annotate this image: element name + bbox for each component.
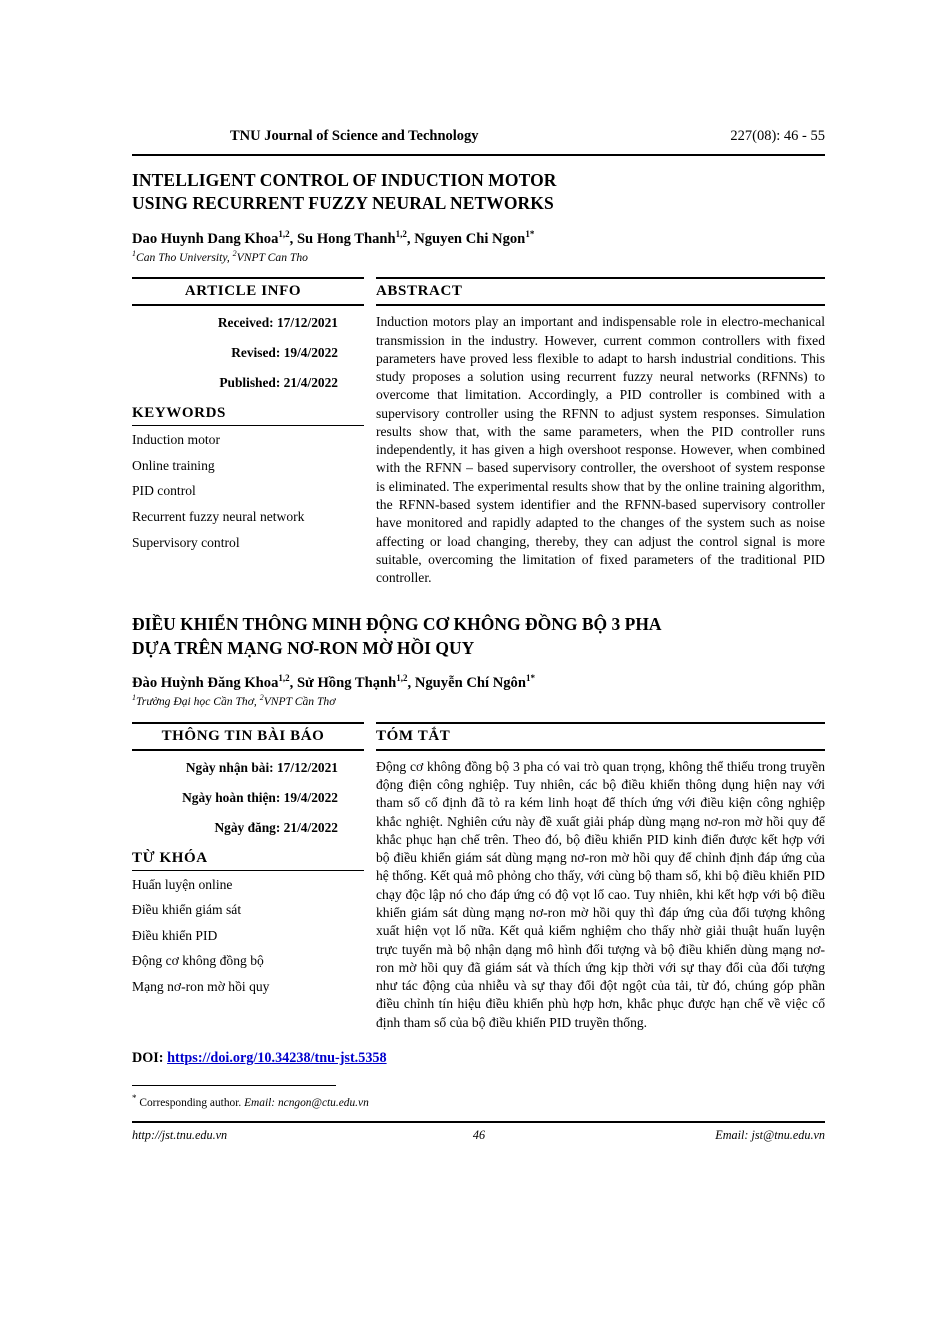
keyword-item: PID control bbox=[132, 483, 196, 499]
title-vietnamese-line1: ĐIỀU KHIỂN THÔNG MINH ĐỘNG CƠ KHÔNG ĐỒNG BỘ 3 PHA bbox=[132, 614, 662, 635]
author-3-affil-marker: 1* bbox=[525, 228, 535, 239]
table-body-row-vi bbox=[132, 751, 825, 1032]
issue-pages: 227(08): 46 - 55 bbox=[730, 128, 825, 144]
affiliation-1-vi: Trường Đại học Cần Thơ, bbox=[136, 695, 260, 709]
footnote-email: Email: ncngon@ctu.edu.vn bbox=[244, 1096, 369, 1109]
footer-email[interactable]: Email: jst@tnu.edu.vn bbox=[715, 1127, 825, 1142]
date-revised-vi: Ngày hoàn thiện: 19/4/2022 bbox=[182, 789, 338, 805]
date-received: Received: 17/12/2021 bbox=[217, 315, 338, 331]
keyword-item: Online training bbox=[132, 457, 215, 473]
author-2-name: , Su Hong Thanh bbox=[289, 230, 396, 247]
author-1-affil-marker: 1,2 bbox=[278, 228, 290, 239]
keyword-item-vi: Huấn luyện online bbox=[132, 876, 233, 892]
author-2-affil-marker-vi: 1,2 bbox=[396, 672, 408, 683]
author-1-name: Dao Huynh Dang Khoa bbox=[132, 230, 279, 247]
date-revised: Revised: 19/4/2022 bbox=[231, 345, 338, 361]
header-rule bbox=[132, 154, 825, 156]
date-published-vi: Ngày đăng: 21/4/2022 bbox=[214, 819, 338, 835]
author-3-name-vi: , Nguyễn Chí Ngôn bbox=[407, 674, 526, 691]
page-title-english bbox=[132, 169, 825, 216]
footnote-marker: * bbox=[132, 1092, 137, 1103]
affiliation-vietnamese bbox=[132, 693, 825, 709]
page-footer bbox=[132, 1128, 825, 1148]
article-info-table-vietnamese bbox=[132, 722, 825, 1032]
affiliation-1: Can Tho University, bbox=[136, 250, 233, 264]
page-title-vietnamese bbox=[132, 613, 825, 660]
running-head bbox=[132, 128, 825, 154]
abstract-header: ABSTRACT bbox=[376, 283, 463, 300]
article-info-header-vi: THÔNG TIN BÀI BÁO bbox=[161, 727, 325, 744]
publication-dates bbox=[132, 306, 354, 391]
date-published: Published: 21/4/2022 bbox=[219, 375, 338, 391]
footnote bbox=[132, 1093, 825, 1109]
author-1-name-vi: Đào Huỳnh Đăng Khoa bbox=[132, 674, 279, 691]
keyword-item-vi: Mạng nơ-ron mờ hồi quy bbox=[132, 979, 270, 995]
keyword-item-vi: Động cơ không đồng bộ bbox=[132, 953, 264, 969]
keyword-item: Induction motor bbox=[132, 432, 220, 448]
footnote-text: Corresponding author. bbox=[139, 1096, 242, 1109]
article-info-table-english bbox=[132, 277, 825, 587]
table-header-row bbox=[132, 279, 825, 304]
footer-website[interactable]: http://jst.tnu.edu.vn bbox=[132, 1127, 228, 1142]
author-2-affil-marker: 1,2 bbox=[395, 228, 407, 239]
page-number: 46 bbox=[472, 1127, 486, 1142]
keyword-item-vi: Điều khiển giám sát bbox=[132, 902, 242, 918]
affiliation-2: VNPT Can Tho bbox=[236, 250, 308, 264]
date-received-vi: Ngày nhận bài: 17/12/2021 bbox=[185, 759, 338, 775]
doi-line bbox=[132, 1050, 825, 1067]
footnote-rule bbox=[132, 1085, 336, 1086]
keyword-item: Recurrent fuzzy neural network bbox=[132, 509, 305, 525]
title-english-line1: INTELLIGENT CONTROL OF INDUCTION MOTOR bbox=[132, 170, 557, 190]
table-header-row-vi bbox=[132, 724, 825, 749]
author-3-name: , Nguyen Chi Ngon bbox=[406, 230, 526, 247]
authors-vietnamese bbox=[132, 673, 825, 692]
journal-name: TNU Journal of Science and Technology bbox=[230, 128, 479, 144]
abstract-text-english: Induction motors play an important and indispensable role in electro-mechanical transmission in the industry. However, current common controllers with fixed parameters have proved less flexible to adapt to harsh industrial conditions. This study proposes a solution using recurrent fuzzy neural networks (RFNNs) to overcome that limitation. Accordingly, a PID controller is combined with a supervisory controller using the RFNN to adjust system responses. Simulation results show that, with the same parameters, when the PID controller runs independently, it has given a high overshoot response. However, when combined with the RFNN – based supervisory controller, the overshoot of system response is eliminated. The experimental results show that by the online training algorithm, the RFNN-based system identifier and the RFNN-based supervisory controller have monitored and rapidly adapted to the changes of the system such as noise affecting or load changing, thereby, they can adjust the control signal is more suitable, overcoming the limitation of fixed parameters of the traditional PID controller. bbox=[376, 314, 825, 586]
title-english-line2: USING RECURRENT FUZZY NEURAL NETWORKS bbox=[132, 193, 554, 214]
keywords-header: KEYWORDS bbox=[132, 405, 226, 422]
abstract-header-vi: TÓM TẮT bbox=[376, 727, 451, 744]
doi-link[interactable]: https://doi.org/10.34238/tnu-jst.5358 bbox=[167, 1049, 387, 1066]
affiliation-marker-1-vi: 1 bbox=[132, 693, 136, 703]
keywords-list-vi bbox=[132, 871, 354, 994]
affiliation-marker-1: 1 bbox=[132, 248, 136, 258]
affiliation-marker-2: 2 bbox=[232, 248, 237, 258]
title-vietnamese-line2: DỰA TRÊN MẠNG NƠ-RON MỜ HỒI QUY bbox=[132, 637, 475, 658]
affiliation-marker-2-vi: 2 bbox=[259, 693, 264, 703]
doi-label: DOI: bbox=[132, 1049, 164, 1066]
publication-dates-vi bbox=[132, 751, 354, 836]
keyword-item: Supervisory control bbox=[132, 534, 240, 550]
keywords-list bbox=[132, 426, 354, 549]
author-3-affil-marker-vi: 1* bbox=[525, 672, 535, 683]
author-1-affil-marker-vi: 1,2 bbox=[278, 672, 290, 683]
footer-rule bbox=[132, 1121, 825, 1123]
affiliation-english bbox=[132, 249, 825, 265]
document-page bbox=[132, 0, 825, 1333]
keywords-header-vi: TỪ KHÓA bbox=[132, 849, 208, 866]
authors-english bbox=[132, 229, 825, 248]
affiliation-2-vi: VNPT Cần Thơ bbox=[263, 695, 336, 709]
keyword-item-vi: Điều khiển PID bbox=[132, 927, 218, 943]
author-2-name-vi: , Sử Hồng Thạnh bbox=[289, 674, 397, 691]
article-info-header: ARTICLE INFO bbox=[184, 283, 302, 300]
abstract-text-vietnamese: Động cơ không đồng bộ 3 pha có vai trò quan trọng, không thể thiếu trong truyền động điện công nghiệp. Tuy nhiên, các bộ điều khiển thông dụng hiện nay với tham số cố định đã tỏ ra kém linh hoạt để thích ứng với điều kiện công nghiệp khắc nghiệt. Nghiên cứu này đề xuất giải pháp dùng mạng nơ-ron mờ hồi quy để khắc phục hạn chế trên. Theo đó, bộ điều khiển PID kinh điển được kết hợp với bộ điều khiển giám sát dùng mạng nơ-ron mờ hồi quy để chỉnh định đáp ứng của hệ thống. Kết quả mô phỏng cho thấy, với cùng bộ tham số, khi bộ điều khiển PID chạy độc lập nó cho đáp ứng có độ vọt lố cao. Tuy nhiên, khi kết hợp với bộ điều khiển giám sát dùng mạng nơ-ron mờ hồi quy thì đáp ứng của đối tượng không xuất hiện vọt lố nữa. Kết quả kiểm nghiệm cho thấy nhờ giải thuật huấn luyện trực tuyến mà bộ nhận dạng mô hình đối tượng và bộ điều khiển dùng mạng nơ-ron mờ hồi quy đã giám sát và thích ứng kịp thời với sự thay đổi của đối tượng như tác động của nhiễu và sự thay đổi đột ngột của tải, từ đó, chúng góp phần điều chỉnh tín hiệu điều khiển phù hợp hơn, khắc phục được hạn chế về việc cố định tham số của bộ điều khiển PID truyền thống. bbox=[376, 758, 825, 1030]
table-body-row bbox=[132, 306, 825, 587]
